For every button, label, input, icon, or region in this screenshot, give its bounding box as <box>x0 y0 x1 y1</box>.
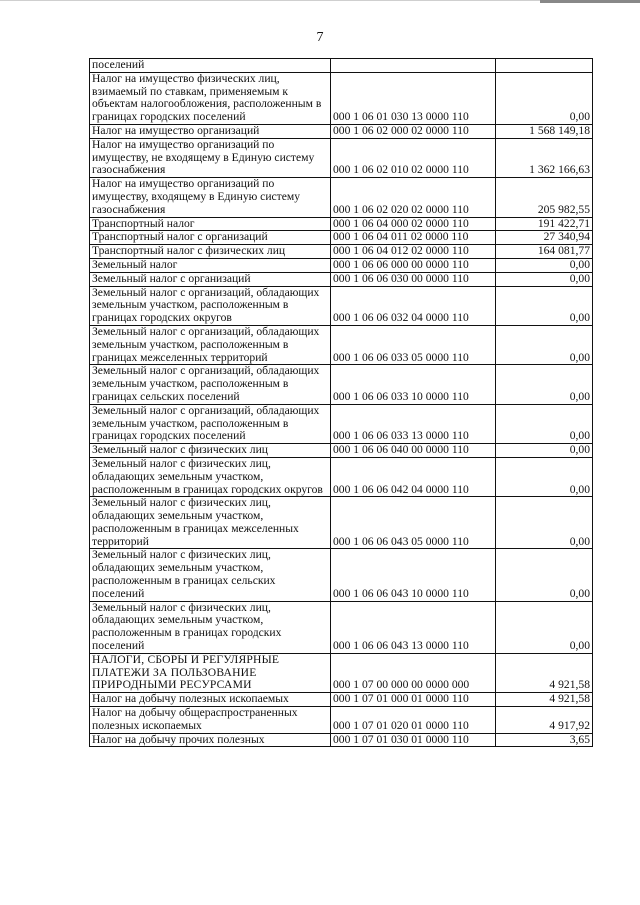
row-code: 000 1 06 06 043 10 0000 110 <box>331 549 496 601</box>
row-amount: 191 422,71 <box>496 217 593 231</box>
row-code: 000 1 06 02 020 02 0000 110 <box>331 178 496 217</box>
row-name: Налог на добычу общераспространенных полезных ископаемых <box>90 707 331 734</box>
row-amount: 0,00 <box>496 365 593 404</box>
row-amount: 0,00 <box>496 601 593 653</box>
row-name: поселений <box>90 59 331 73</box>
table-row <box>90 178 593 217</box>
row-amount: 164 081,77 <box>496 245 593 259</box>
row-code: 000 1 06 04 012 02 0000 110 <box>331 245 496 259</box>
table-row <box>90 59 593 73</box>
row-code: 000 1 07 01 030 01 0000 110 <box>331 733 496 747</box>
table-row <box>90 601 593 653</box>
table-row <box>90 549 593 601</box>
table-row <box>90 457 593 496</box>
table-row <box>90 245 593 259</box>
table-row <box>90 258 593 272</box>
row-code: 000 1 06 02 000 02 0000 110 <box>331 124 496 138</box>
row-code: 000 1 06 06 042 04 0000 110 <box>331 457 496 496</box>
row-amount: 0,00 <box>496 457 593 496</box>
table-row <box>90 124 593 138</box>
row-code: 000 1 06 06 000 00 0000 110 <box>331 258 496 272</box>
table-row <box>90 733 593 747</box>
row-amount: 0,00 <box>496 258 593 272</box>
row-amount: 0,00 <box>496 444 593 458</box>
row-amount: 27 340,94 <box>496 231 593 245</box>
row-amount: 0,00 <box>496 549 593 601</box>
row-name: Земельный налог с организаций <box>90 272 331 286</box>
table-row <box>90 497 593 549</box>
row-name: Земельный налог с физических лиц <box>90 444 331 458</box>
row-amount: 0,00 <box>496 72 593 124</box>
row-name: Налог на имущество физических лиц, взимаемый по ставкам, применяемым к объектам налогообложения, расположенным в границах городских поселений <box>90 72 331 124</box>
page-number: 7 <box>316 30 324 45</box>
row-amount: 4 921,58 <box>496 653 593 692</box>
row-amount: 3,65 <box>496 733 593 747</box>
row-name: Земельный налог <box>90 258 331 272</box>
revenue-table <box>89 58 593 747</box>
row-code: 000 1 06 01 030 13 0000 110 <box>331 72 496 124</box>
row-amount: 0,00 <box>496 404 593 443</box>
row-code: 000 1 06 02 010 02 0000 110 <box>331 138 496 177</box>
table-row <box>90 72 593 124</box>
row-name: Земельный налог с организаций, обладающих земельным участком, расположенным в границах межселенных территорий <box>90 325 331 364</box>
row-amount: 205 982,55 <box>496 178 593 217</box>
table-row <box>90 404 593 443</box>
row-name: Налог на имущество организаций по имуществу, входящему в Единую систему газоснабжения <box>90 178 331 217</box>
row-code: 000 1 06 06 043 05 0000 110 <box>331 497 496 549</box>
row-code: 000 1 06 06 032 04 0000 110 <box>331 286 496 325</box>
row-name: Земельный налог с организаций, обладающих земельным участком, расположенным в границах сельских поселений <box>90 365 331 404</box>
row-name: Налог на добычу полезных ископаемых <box>90 693 331 707</box>
row-name: Земельный налог с физических лиц, обладающих земельным участком, расположенным в границах сельских поселений <box>90 549 331 601</box>
row-name: Налог на добычу прочих полезных <box>90 733 331 747</box>
row-code: 000 1 06 06 040 00 0000 110 <box>331 444 496 458</box>
row-code: 000 1 06 04 000 02 0000 110 <box>331 217 496 231</box>
table-row <box>90 286 593 325</box>
row-amount: 0,00 <box>496 497 593 549</box>
row-name: Земельный налог с организаций, обладающих земельным участком, расположенным в границах городских поселений <box>90 404 331 443</box>
row-code <box>331 59 496 73</box>
row-amount: 4 917,92 <box>496 707 593 734</box>
table-row <box>90 231 593 245</box>
row-amount: 1 362 166,63 <box>496 138 593 177</box>
row-amount <box>496 59 593 73</box>
row-code: 000 1 07 01 000 01 0000 110 <box>331 693 496 707</box>
row-name: Транспортный налог с физических лиц <box>90 245 331 259</box>
row-name: Налог на имущество организаций <box>90 124 331 138</box>
table-row <box>90 138 593 177</box>
row-amount: 0,00 <box>496 286 593 325</box>
table-row <box>90 325 593 364</box>
table-row <box>90 707 593 734</box>
row-code: 000 1 07 00 000 00 0000 000 <box>331 653 496 692</box>
table-row <box>90 365 593 404</box>
table-row <box>90 272 593 286</box>
table-row-section <box>90 653 593 692</box>
row-code: 000 1 06 06 030 00 0000 110 <box>331 272 496 286</box>
table-row <box>90 693 593 707</box>
row-name: Земельный налог с физических лиц, обладающих земельным участком, расположенным в границах городских поселений <box>90 601 331 653</box>
row-amount: 1 568 149,18 <box>496 124 593 138</box>
row-name: Налог на имущество организаций по имуществу, не входящему в Единую систему газоснабжения <box>90 138 331 177</box>
table-row <box>90 217 593 231</box>
row-code: 000 1 07 01 020 01 0000 110 <box>331 707 496 734</box>
row-name: Транспортный налог с организаций <box>90 231 331 245</box>
table-row <box>90 444 593 458</box>
row-amount: 0,00 <box>496 272 593 286</box>
scan-top-mark <box>540 0 640 3</box>
row-amount: 0,00 <box>496 325 593 364</box>
row-code: 000 1 06 06 033 10 0000 110 <box>331 365 496 404</box>
row-code: 000 1 06 06 033 13 0000 110 <box>331 404 496 443</box>
row-code: 000 1 06 06 043 13 0000 110 <box>331 601 496 653</box>
row-name: Земельный налог с физических лиц, обладающих земельным участком, расположенным в границах межселенных территорий <box>90 497 331 549</box>
row-amount: 4 921,58 <box>496 693 593 707</box>
row-name: Транспортный налог <box>90 217 331 231</box>
row-code: 000 1 06 06 033 05 0000 110 <box>331 325 496 364</box>
row-name: Земельный налог с физических лиц, обладающих земельным участком, расположенным в границах городских округов <box>90 457 331 496</box>
row-code: 000 1 06 04 011 02 0000 110 <box>331 231 496 245</box>
row-name: НАЛОГИ, СБОРЫ И РЕГУЛЯРНЫЕ ПЛАТЕЖИ ЗА ПОЛЬЗОВАНИЕ ПРИРОДНЫМИ РЕСУРСАМИ <box>90 653 331 692</box>
row-name: Земельный налог с организаций, обладающих земельным участком, расположенным в границах городских округов <box>90 286 331 325</box>
